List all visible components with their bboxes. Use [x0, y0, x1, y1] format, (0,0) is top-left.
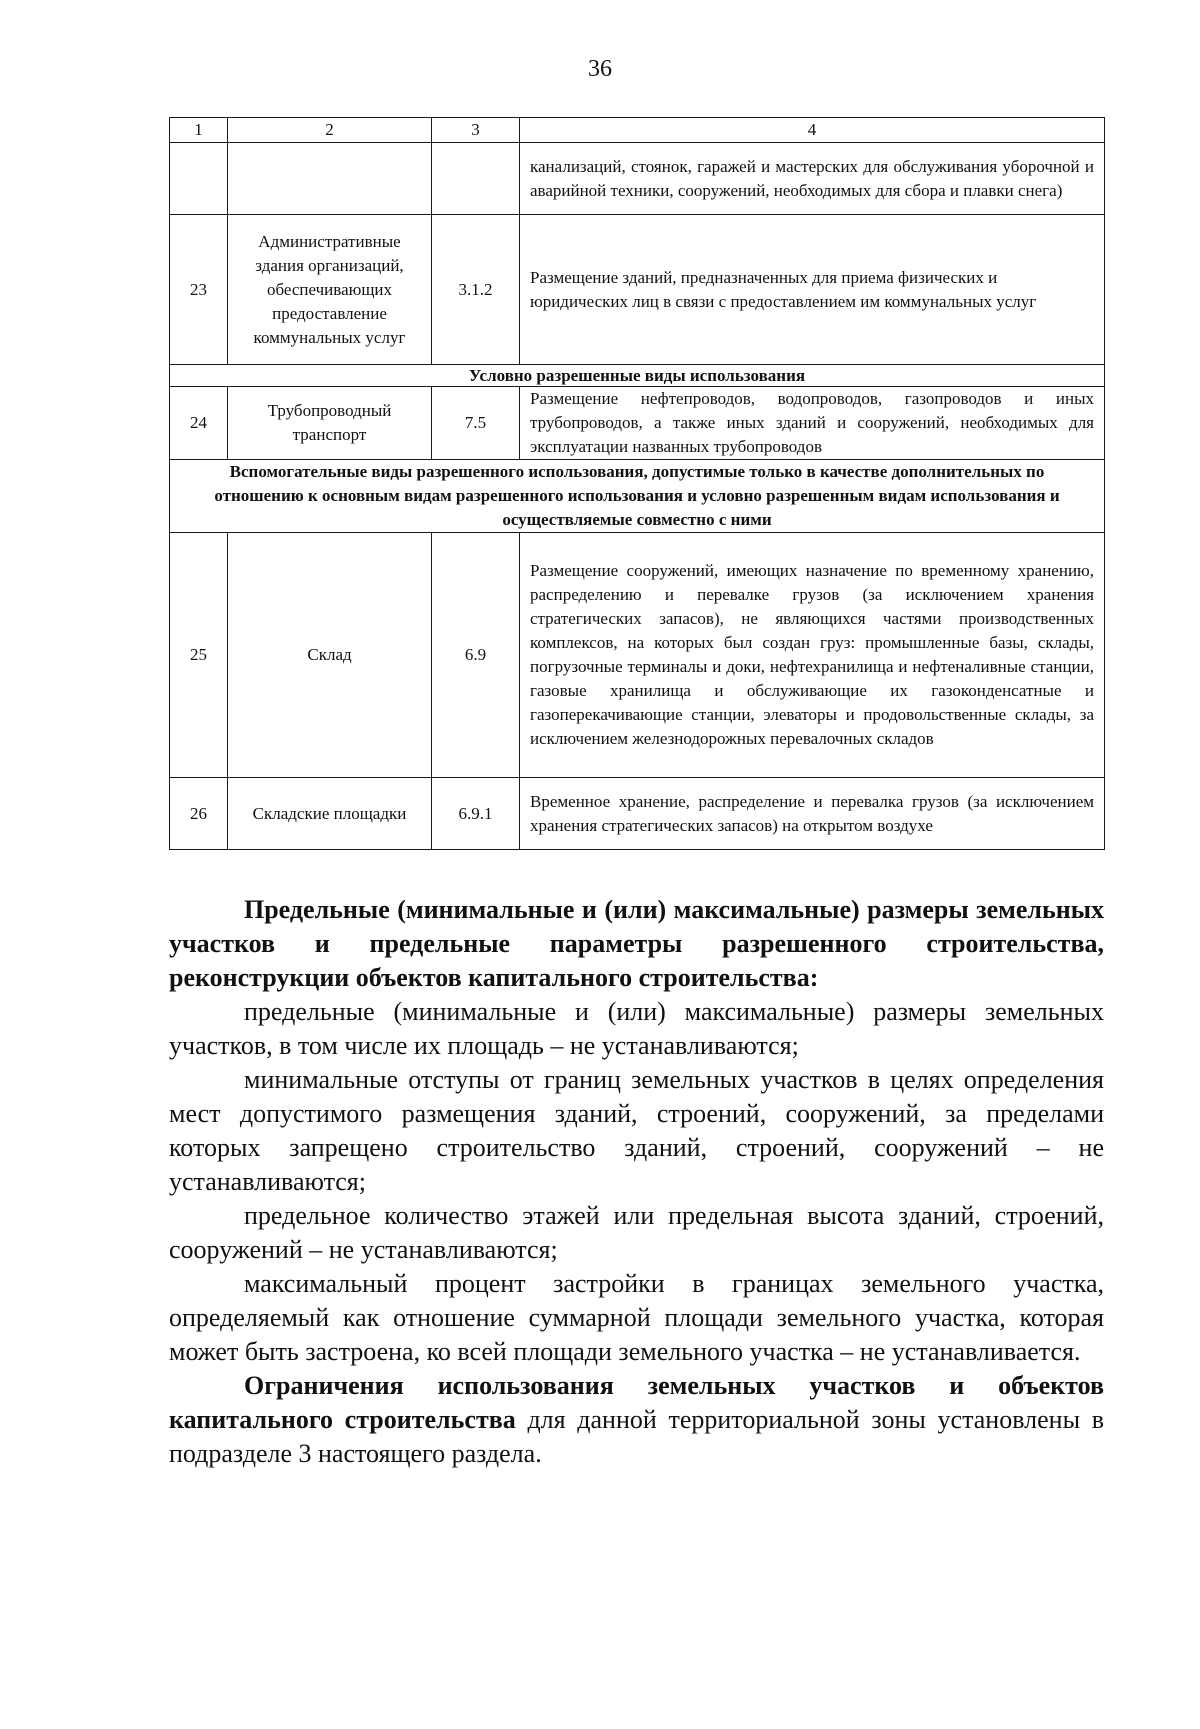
column-header: 3	[432, 118, 520, 143]
table-row-24	[170, 387, 1105, 460]
section-heading: Вспомогательные виды разрешенного использования, допустимые только в качестве дополнительных по отношению к основным видам разрешенного использования и условно разрешенным видам использования и осуществляемые совместно с ними	[170, 460, 1105, 533]
table-row-23	[170, 215, 1105, 365]
use-description-cell: Размещение зданий, предназначенных для приема физических и юридических лиц в связи с предоставлением им коммунальных услуг	[520, 215, 1105, 365]
section-row-conditional	[170, 365, 1105, 387]
use-name-cell: Складские площадки	[228, 778, 432, 850]
table-row-25	[170, 533, 1105, 778]
page-number: 36	[588, 56, 612, 82]
land-use-table	[169, 117, 1105, 850]
section-heading: Условно разрешенные виды использования	[170, 365, 1105, 387]
row-number-cell: 23	[170, 215, 228, 365]
use-description-cell: Временное хранение, распределение и перевалка грузов (за исключением хранения стратегических запасов) на открытом воздухе	[520, 778, 1105, 850]
use-code-cell: 3.1.2	[432, 215, 520, 365]
limits-heading: Предельные (минимальные и (или) максимальные) размеры земельных участков и предельные параметры разрешенного строительства, реконструкции объектов капитального строительства:	[169, 895, 1104, 992]
column-header: 4	[520, 118, 1105, 143]
table-row-continuation	[170, 143, 1105, 215]
section-row-auxiliary	[170, 460, 1105, 533]
use-code-cell: 7.5	[432, 387, 520, 460]
restrictions-text: для данной территориальной зоны установлены в подразделе 3 настоящего раздела.	[169, 1405, 1104, 1468]
paragraph-plot-sizes: предельные (минимальные и (или) максимальные) размеры земельных участков, в том числе их площадь – не устанавливаются;	[169, 997, 1104, 1060]
use-description-cell: канализаций, стоянок, гаражей и мастерских для обслуживания уборочной и аварийной техники, сооружений, необходимых для сбора и плавки снега)	[520, 143, 1105, 215]
table-header-row	[170, 118, 1105, 143]
use-name-cell	[228, 143, 432, 215]
row-number-cell: 25	[170, 533, 228, 778]
use-code-cell: 6.9.1	[432, 778, 520, 850]
row-number-cell: 26	[170, 778, 228, 850]
body-text	[169, 893, 1104, 1471]
use-description-cell: Размещение нефтепроводов, водопроводов, газопроводов и иных трубопроводов, а также иных зданий и сооружений, необходимых для эксплуатации названных трубопроводов	[520, 387, 1105, 460]
paragraph-floors: предельное количество этажей или предельная высота зданий, строений, сооружений – не устанавливаются;	[169, 1201, 1104, 1264]
use-name-cell: Склад	[228, 533, 432, 778]
use-name-cell: Трубопроводный транспорт	[228, 387, 432, 460]
column-header: 1	[170, 118, 228, 143]
use-name-cell: Административные здания организаций, обеспечивающих предоставление коммунальных услуг	[228, 215, 432, 365]
column-header: 2	[228, 118, 432, 143]
row-number-cell: 24	[170, 387, 228, 460]
use-description-cell: Размещение сооружений, имеющих назначение по временному хранению, распределению и перевалке грузов (за исключением хранения стратегических запасов), не являющихся частями производственных комплексов, на которых был создан груз: промышленные базы, склады, погрузочные терминалы и доки, нефтехранилища и нефтеналивные станции, газовые хранилища и обслуживающие их газоконденсатные и газоперекачивающие станции, элеваторы и продовольственные склады, за исключением железнодорожных перевалочных складов	[520, 533, 1105, 778]
paragraph-restrictions	[169, 1369, 1104, 1471]
paragraph-setbacks: минимальные отступы от границ земельных участков в целях определения мест допустимого размещения зданий, строений, сооружений, за пределами которых запрещено строительство зданий, строений, сооружений – не устанавливаются;	[169, 1065, 1104, 1196]
paragraph-coverage: максимальный процент застройки в границах земельного участка, определяемый как отношение суммарной площади земельного участка, которая может быть застроена, ко всей площади земельного участка – не устанавливается.	[169, 1269, 1104, 1366]
table-row-26	[170, 778, 1105, 850]
restrictions-heading: Ограничения использования земельных участков и объектов капитального строительства	[169, 1371, 1104, 1434]
row-number-cell	[170, 143, 228, 215]
use-code-cell	[432, 143, 520, 215]
use-code-cell: 6.9	[432, 533, 520, 778]
